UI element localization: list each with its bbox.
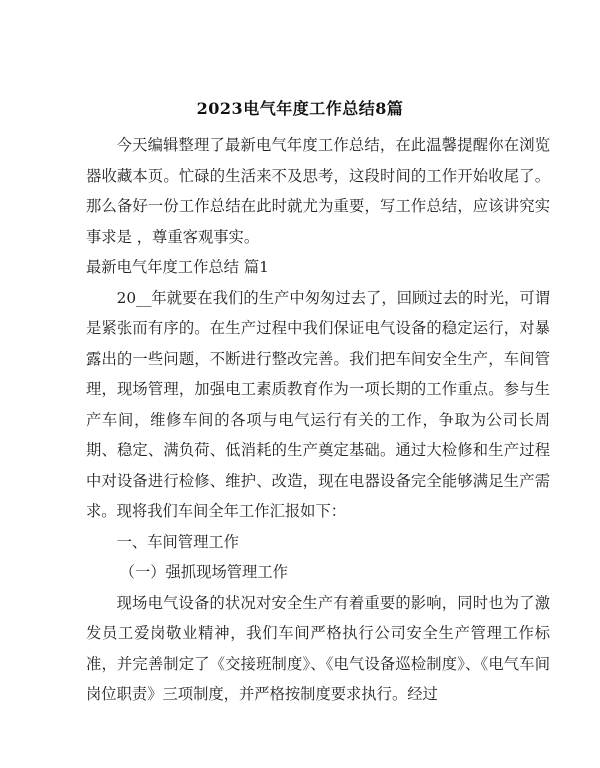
body-paragraph-2: 现场电气设备的状况对安全生产有着重要的影响，同时也为了激发员工爱岗敬业精神，我们车间严格执行公司安全生产管理工作标准，并完善制定了《交接班制度》、《电气设备巡检制度》、《电气车间岗位职责》三项制度，并严格按制度要求执行。经过 — [86, 593, 550, 703]
intro-paragraph: 今天编辑整理了最新电气年度工作总结，在此温馨提醒你在浏览器收藏本页。忙碌的生活来不及思考，这段时间的工作开始收尾了。那么备好一份工作总结在此时就尤为重要，写工作总结，应该讲究实事求是 ，尊重客观事实。 — [86, 136, 550, 246]
subsection-heading: （一）强抓现场管理工作 — [119, 563, 288, 581]
article-title: 最新电气年度工作总结 篇1 — [86, 258, 269, 276]
section-heading: 一、车间管理工作 — [116, 532, 239, 551]
body-paragraph: 20__年就要在我们的生产中匆匆过去了，回顾过去的时光，可谓是紧张而有序的。在生产过程中我们保证电气设备的稳定运行，对暴露出的一些问题，不断进行整改完善。我们把车间安全生产，车间管理，现场管理，加强电工素质教育作为一项长期的工作重点。参与生产车间，维修车间的各项与电气运行有关的工作，争取为公司长周期、稳定、满负荷、低消耗的生产奠定基础。通过大检修和生产过程中对设备进行检修、维护、改造，现在电器设备完全能够满足生产需求。现将我们车间全年工作汇报如下： — [86, 288, 550, 520]
document-body — [86, 130, 550, 710]
document-title: 2023电气年度工作总结8篇 — [196, 99, 404, 118]
